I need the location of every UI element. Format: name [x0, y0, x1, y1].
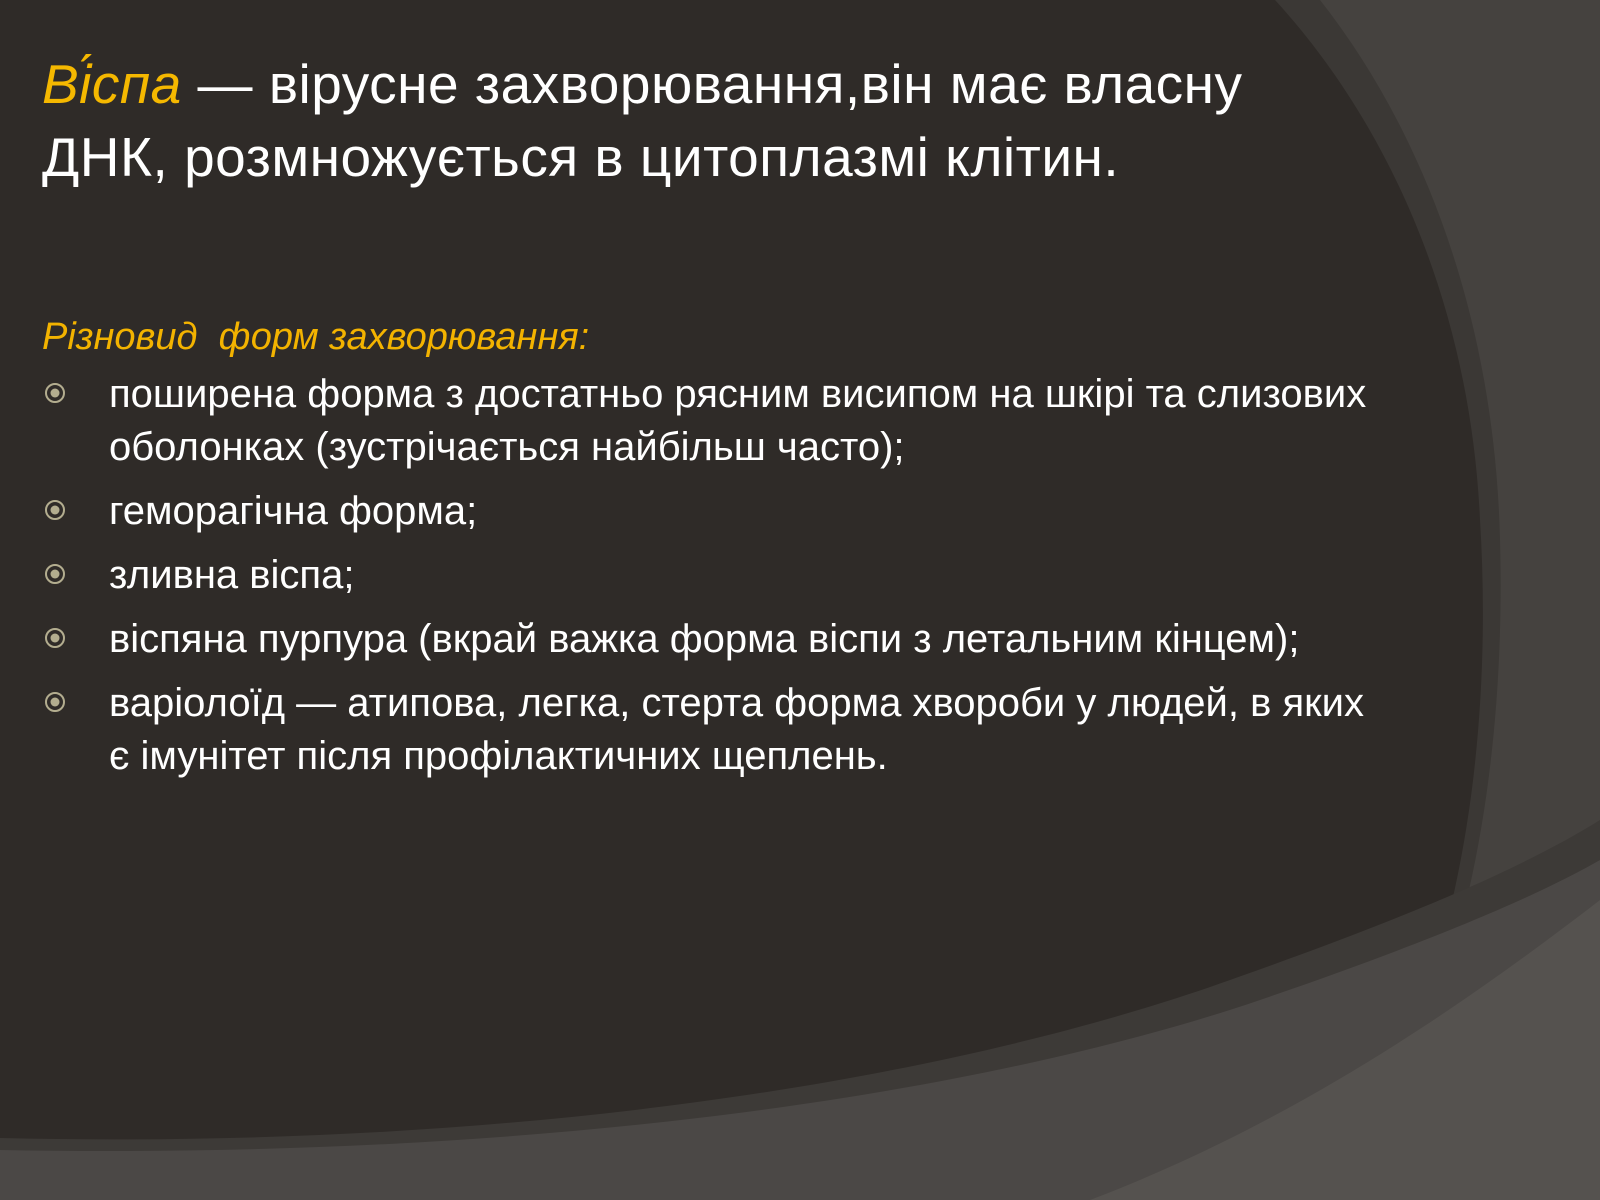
list-item — [42, 613, 1382, 666]
slide-title — [42, 48, 1382, 194]
target-bullet-icon — [44, 499, 66, 521]
forms-subtitle: Різновид форм захворювання: — [42, 316, 590, 358]
target-bullet-icon — [44, 627, 66, 649]
title-term: Ві́спа — [42, 53, 182, 115]
list-item-text: геморагічна форма; — [109, 489, 478, 533]
list-item — [42, 368, 1382, 474]
list-item-text: віспяна пурпура (вкрай важка форма віспи з летальним кінцем); — [109, 617, 1300, 661]
list-item-text: поширена форма з достатньо рясним висипом на шкірі та слизових оболонках (зустрічається найбільш часто); — [109, 372, 1367, 469]
target-bullet-icon — [44, 382, 66, 404]
list-item-text: варіолоїд — атипова, легка, стерта форма хвороби у людей, в яких є імунітет після профілактичних щеплень. — [109, 681, 1364, 778]
slide-content — [42, 48, 1382, 794]
list-item-text: зливна віспа; — [109, 553, 355, 597]
target-bullet-icon — [44, 691, 66, 713]
title-text: — вірусне захворювання,він має власну ДНК, розмножується в цитоплазмі клітин. — [42, 53, 1243, 188]
list-item — [42, 677, 1382, 783]
list-item — [42, 549, 1382, 602]
forms-list — [42, 368, 1382, 783]
target-bullet-icon — [44, 563, 66, 585]
list-item — [42, 485, 1382, 538]
